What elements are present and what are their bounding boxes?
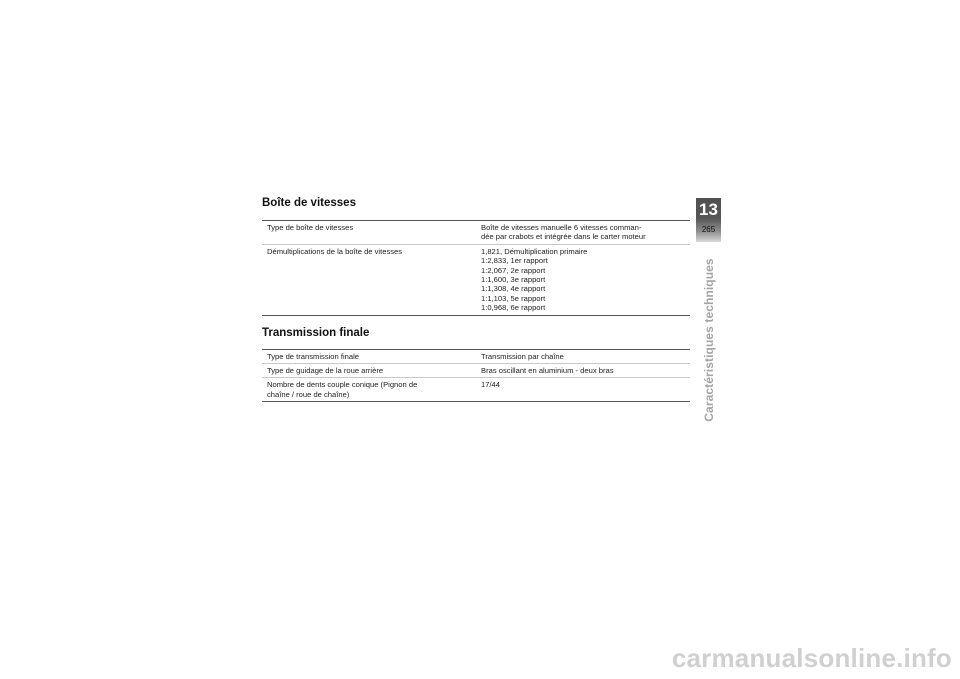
- final-drive-type-label: Type de transmission finale: [262, 349, 476, 363]
- teeth-count-value: 17/44: [476, 378, 690, 402]
- gearbox-type-label: Type de boîte de vitesses: [262, 221, 476, 245]
- final-drive-spec-table: [262, 349, 690, 403]
- table-row: [262, 378, 690, 402]
- label-line: Nombre de dents couple conique (Pignon de: [267, 380, 418, 390]
- teeth-count-label: [262, 378, 476, 402]
- value-line: 1:1,103, 5e rapport: [481, 293, 546, 303]
- gearbox-section-title: Boîte de vitesses: [262, 197, 356, 209]
- spec-content: [262, 196, 690, 402]
- rear-wheel-guidance-value: Bras oscillant en aluminium - deux bras: [476, 364, 690, 378]
- rear-wheel-guidance-label: Type de guidage de la roue arrière: [262, 364, 476, 378]
- table-row: [262, 244, 690, 315]
- value-line: 1:0,968, 6e rapport: [481, 303, 546, 313]
- gear-ratios-value: [476, 244, 690, 315]
- value-line: Boîte de vitesses manuelle 6 vitesses comman-: [481, 223, 642, 232]
- chapter-number: 13: [699, 200, 718, 219]
- value-line: 1:1,308, 4e rapport: [481, 284, 546, 294]
- value-line: 1:2,067, 2e rapport: [481, 265, 546, 275]
- gear-ratios-label: Démultiplications de la boîte de vitesses: [262, 244, 476, 315]
- table-row: [262, 349, 690, 363]
- watermark: carmanualsonline.info: [671, 643, 952, 673]
- value-line: dée par crabots et intégrée dans le carter moteur: [481, 232, 646, 242]
- final-drive-type-value: Transmission par chaîne: [476, 349, 690, 363]
- page-number: 265: [701, 225, 716, 234]
- gearbox-type-value: [476, 221, 690, 245]
- gearbox-spec-table: [262, 220, 690, 316]
- value-line: 1,821, Démultiplication primaire: [481, 246, 588, 256]
- value-line: 1:1,600, 3e rapport: [481, 275, 546, 285]
- final-drive-section-title: Transmission finale: [262, 326, 370, 339]
- chapter-side-title: Caractéristiques techniques: [702, 258, 716, 422]
- value-line: 1:2,833, 1er rapport: [481, 256, 548, 266]
- table-row: [262, 221, 690, 245]
- label-line: chaîne / roue de chaîne): [267, 389, 350, 399]
- chapter-tab: [696, 198, 721, 242]
- table-row: [262, 364, 690, 378]
